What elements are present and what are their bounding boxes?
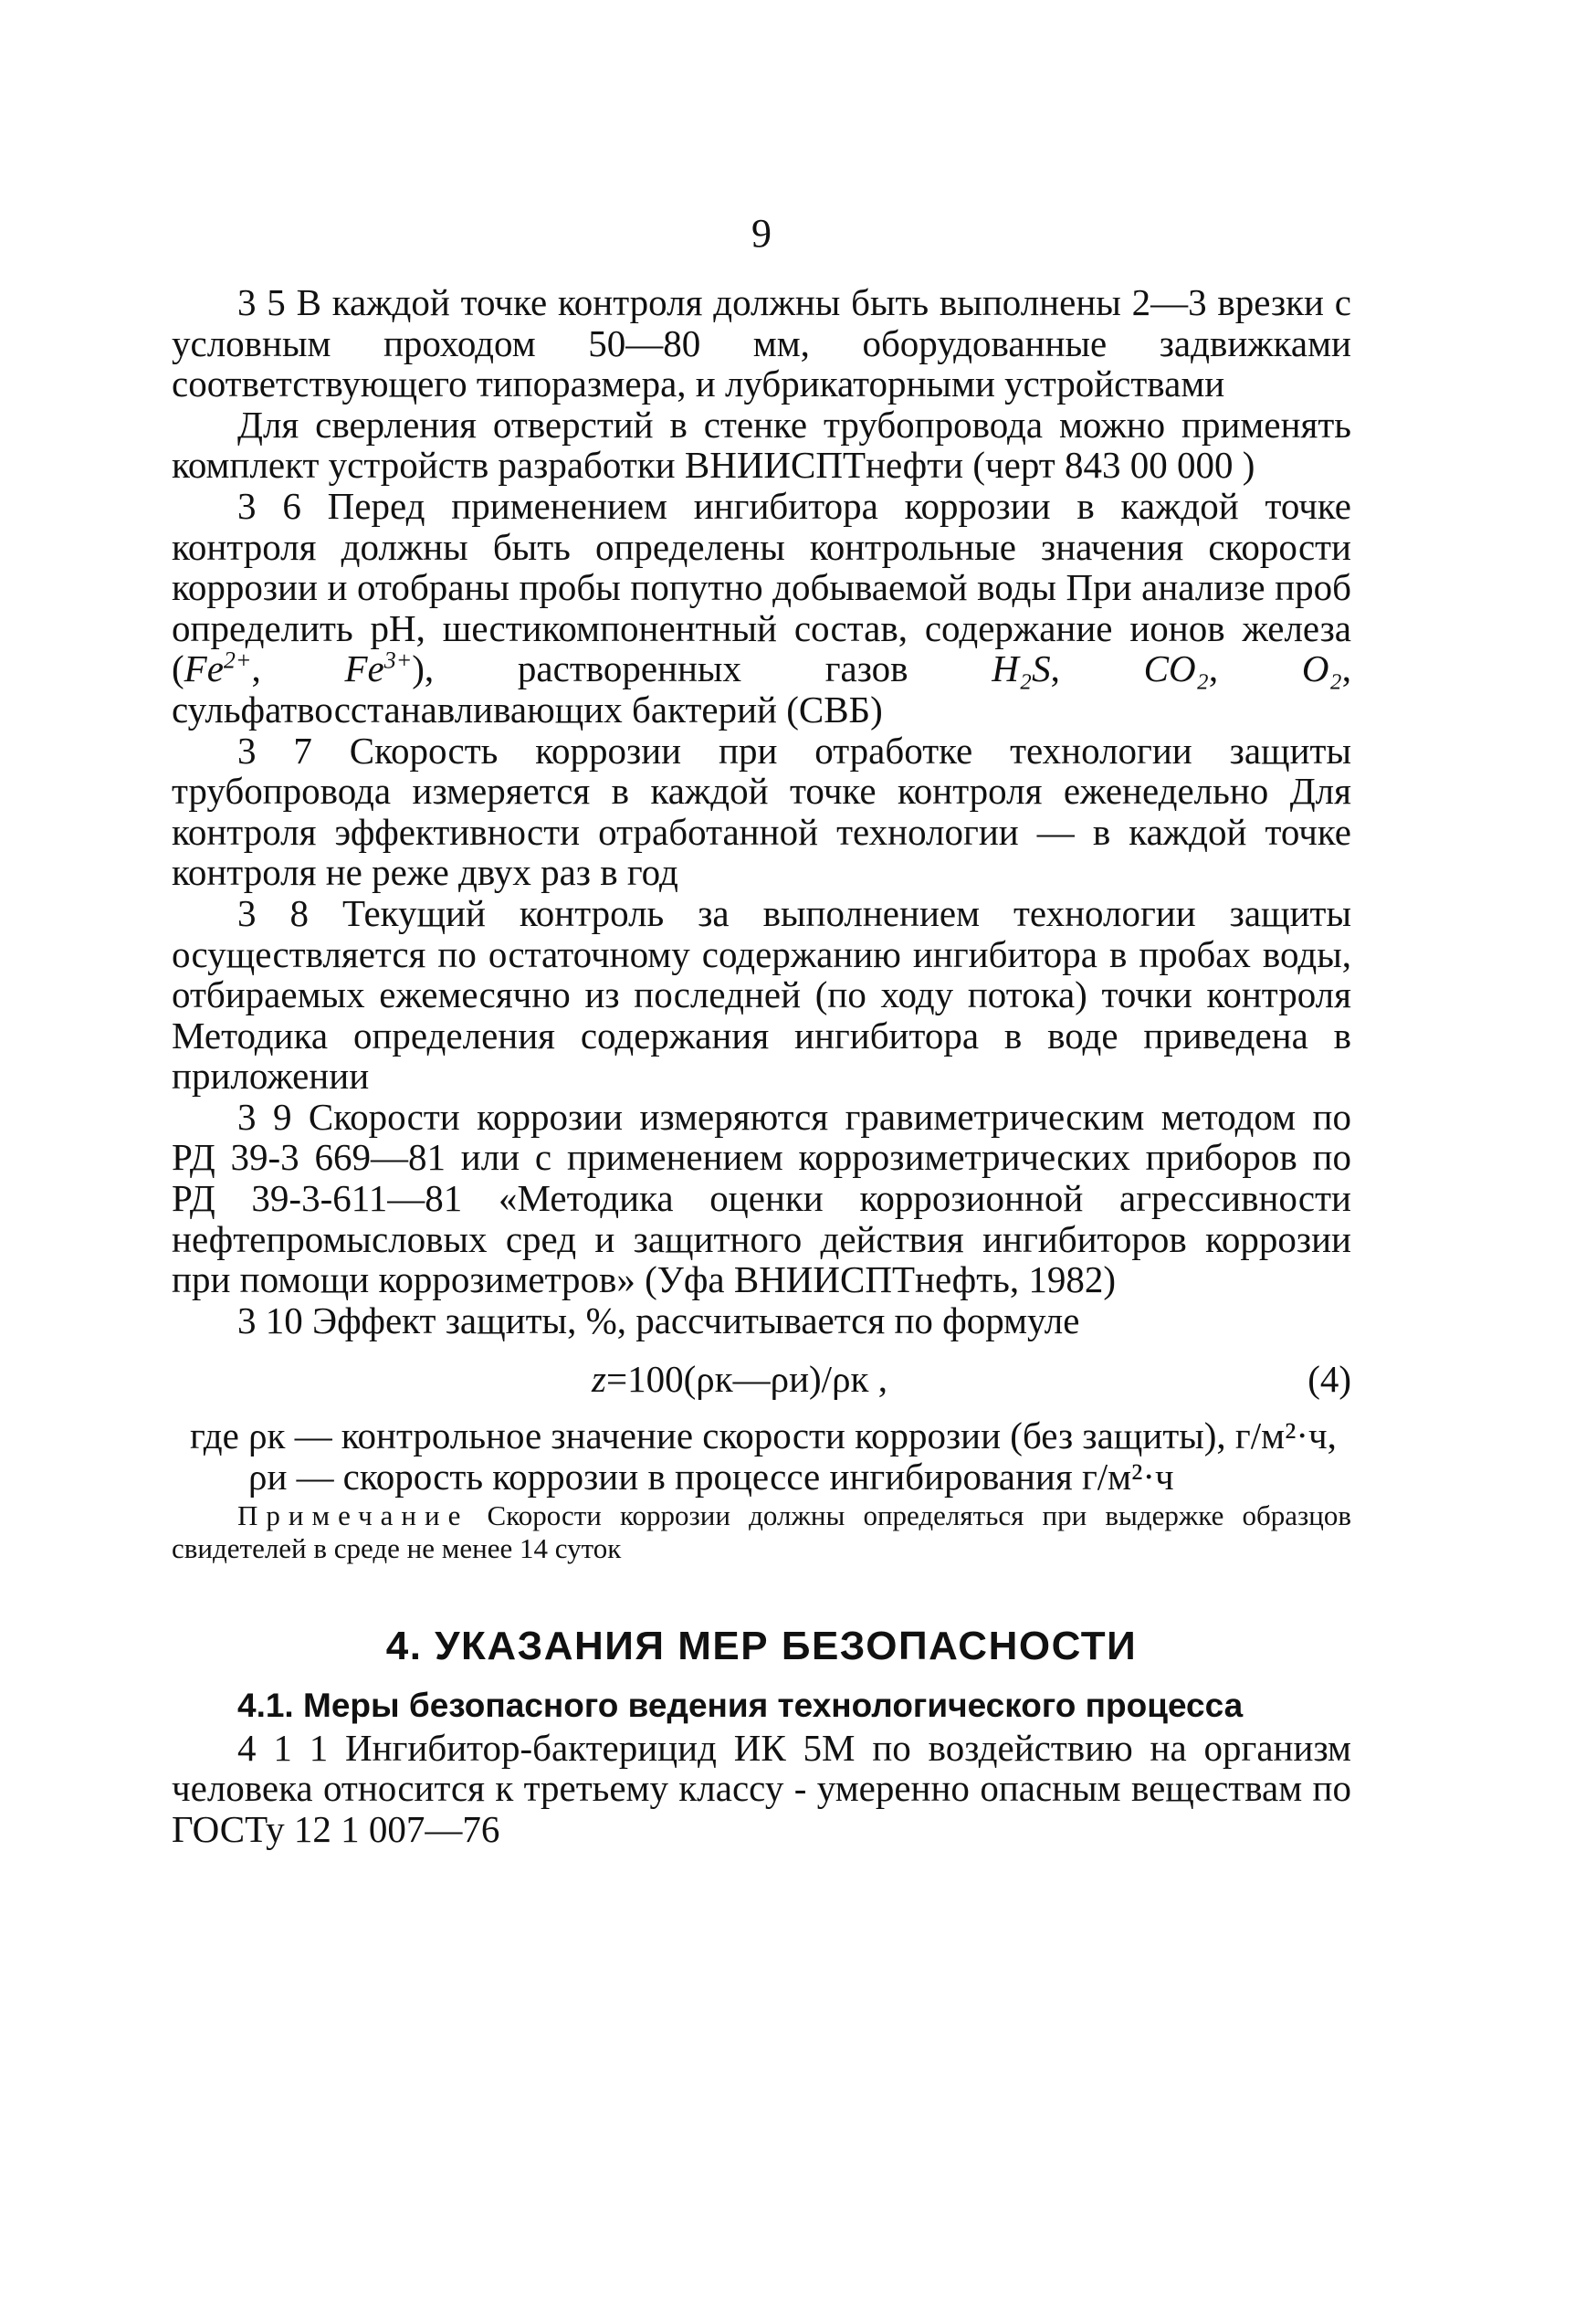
section-4-1-subheading: 4.1. Меры безопасного ведения технологического процесса (237, 1686, 1244, 1724)
note-text: Скорости коррозии должны определяться при выдержке образцов свидетелей в среде не менее 14 суток (172, 1499, 1351, 1564)
where-desc-inhibited-rate: скорость коррозии в процессе ингибирования г/м²·ч (342, 1456, 1174, 1499)
page-number: 9 (751, 211, 772, 256)
gas-o2: O₂ (1301, 647, 1342, 690)
paragraph-4-1-1: 4 1 1 Ингибитор-бактерицид ИК 5М по воздействию на организм человека относится к третьему классу - умеренно опасным веществам по ГОСТу 12 1 007—76 (172, 1726, 1351, 1850)
paragraph-3-6-text-b: ), растворенных газов (412, 647, 992, 690)
where-term-control-rate: где ρк — (190, 1414, 332, 1457)
equation-number: (4) (1307, 1358, 1351, 1401)
paragraph-3-6: 3 6 Перед применением ингибитора коррозии в каждой точке контроля должны быть определены контрольные значения скорости коррозии и отобраны пробы попутно добываемой воды При анализе проб определить pH, шестикомпонентный состав, содержание ионов железа ($Fe^{2+}$, $Fe^{3+}$), растворенных газов H₂S, CO₂, O₂, сульфатвосстанавливающих бактерий (СВБ) (172, 484, 1352, 731)
iron-ion-fe2: $Fe^{2+}$ (184, 647, 252, 690)
where-desc-control-rate: контрольное значение скорости коррозии (без защиты), г/м²·ч, (341, 1414, 1337, 1457)
note-label: Примечание (237, 1499, 469, 1531)
paragraph-3-5-drilling: Для сверления отверстий в стенке трубопровода можно применять комплект устройств разработки ВНИИСПТнефти (черт 843 00 000 ) (172, 403, 1351, 487)
paragraph-3-5: 3 5 В каждой точке контроля должны быть выполнены 2—3 врезки с условным проходом 50—80 мм, оборудованные задвижками соответствующего типоразмера, и лубрикаторными устройствами (172, 281, 1351, 405)
paragraph-3-6-text-c: , сульфатвосстанавливающих бактерий (СВБ) (172, 647, 1352, 731)
paragraph-3-7: 3 7 Скорость коррозии при отработке технологии защиты трубопровода измеряется в каждой точке контроля еженедельно Для контроля эффективности отработанной технологии — в каждой точке контроля не реже двух раз в год (172, 729, 1351, 894)
where-definition-control (172, 1415, 1351, 1456)
formula-line (172, 1351, 1351, 1406)
paragraph-3-9: 3 9 Скорости коррозии измеряются гравиметрическим методом по РД 39-3 669—81 или с применением коррозиметрических приборов по РД 39-3-611—81 «Методика оценки коррозионной агрессивности нефтепромысловых сред и защитного действия ингибиторов коррозии при помощи коррозиметров» (Уфа ВНИИСПТнефть, 1982) (172, 1095, 1351, 1301)
where-definition-inhibited (172, 1456, 1351, 1498)
note (172, 1499, 1351, 1565)
protection-effect-formula: z=100(ρк—ρи)/ρк , (592, 1358, 887, 1401)
document-page (172, 210, 1351, 1849)
gas-h2s: H₂S (992, 647, 1051, 690)
section-4-heading: 4. УКАЗАНИЯ МЕР БЕЗОПАСНОСТИ (385, 1623, 1138, 1668)
iron-ion-fe3: $Fe^{3+}$ (344, 647, 413, 690)
gas-co2: CO₂ (1143, 647, 1209, 690)
paragraph-3-10: 3 10 Эффект защиты, %, рассчитывается по формуле (237, 1299, 1080, 1341)
paragraph-3-8: 3 8 Текущий контроль за выполнением технологии защиты осуществляется по остаточному содержанию ингибитора в пробах воды, отбираемых ежемесячно из последней (по ходу потока) точки контроля Методика определения содержания ингибитора в воде приведена в приложении (172, 891, 1351, 1098)
paragraph-3-6-text-a: 3 6 Перед применением ингибитора коррозии в каждой точке контроля должны быть определены контрольные значения скорости коррозии и отобраны пробы попутно добываемой воды При анализе проб определить pH, шестикомпонентный состав, содержание ионов железа ( (172, 484, 1351, 690)
where-term-inhibited-rate: ρи — (248, 1456, 334, 1499)
